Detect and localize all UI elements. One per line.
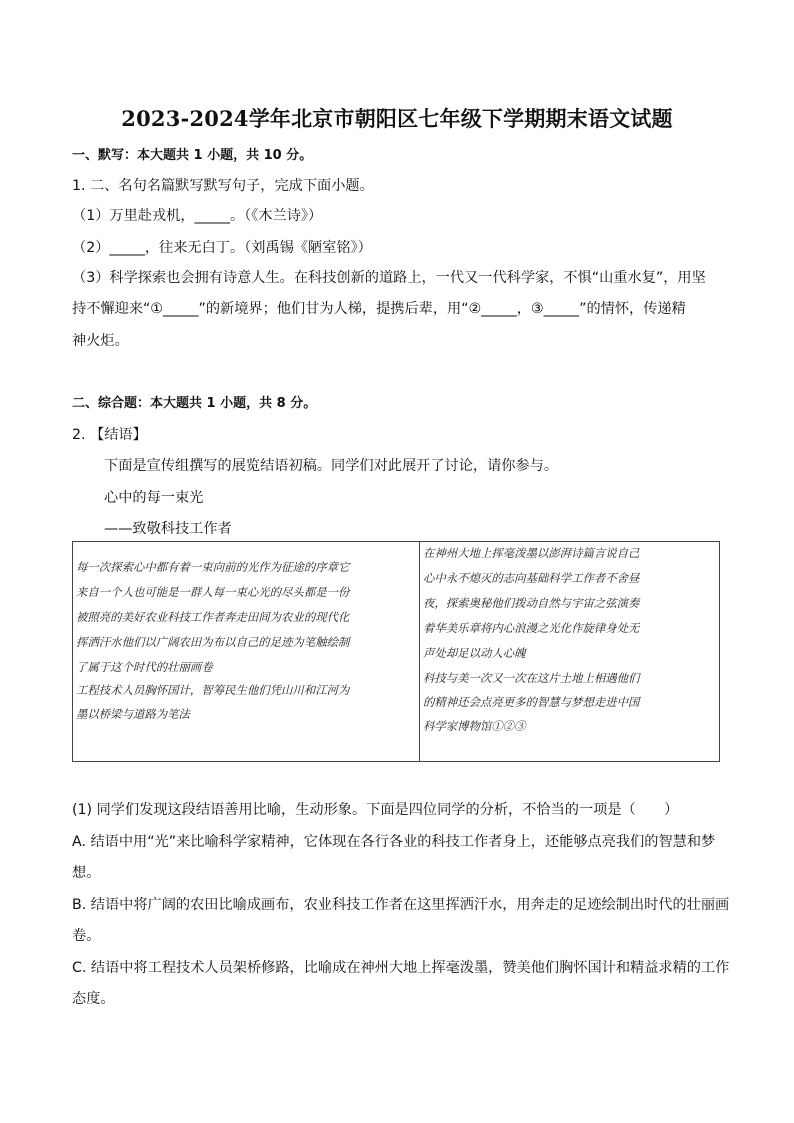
option-b-line-2: 卷。 — [72, 928, 101, 944]
option-c-line-1: C. 结语中将工程技术人员架桥修路，比喻成在神州大地上挥毫泼墨，赞美他们胸怀国计和精益求精的工作 — [72, 960, 730, 976]
draft-right-line: 的精神还会点亮更多的智慧与梦想走进中国 — [423, 695, 640, 709]
page-title: 2023-2024学年北京市朝阳区七年级下学期期末语文试题 — [121, 106, 673, 131]
draft-left-line: 被照亮的美好农业科技工作者奔走田间为农业的现代化 — [76, 610, 350, 624]
option-a-line-1: A. 结语中用“光”来比喻科学家精神，它体现在各行各业的科技工作者身上，还能够点亮我们的智慧和梦 — [72, 834, 716, 850]
handwritten-draft-table — [72, 541, 720, 762]
draft-right-line: 夜，探索奥秘他们拨动自然与宇宙之弦演奏 — [423, 596, 640, 610]
question-1-part-1: （1）万里赴戎机，_____。（《木兰诗》） — [72, 208, 323, 224]
question-2-intro: 下面是宣传组撰写的展览结语初稿。同学们对此展开了讨论，请你参与。 — [104, 458, 559, 474]
draft-left-line: 墨以桥梁与道路为笔法 — [76, 707, 190, 721]
draft-left-line: 了属于这个时代的壮丽画卷 — [76, 660, 213, 674]
option-c-line-2: 态度。 — [72, 991, 115, 1007]
draft-right-line: 在神州大地上挥毫泼墨以澎湃诗篇言说自己 — [423, 546, 640, 560]
draft-left-line: 每一次探索心中都有着一束向前的光作为征途的序章它 — [76, 560, 350, 574]
option-a-line-2: 想。 — [72, 865, 101, 881]
draft-right-line: 着华美乐章将内心浪漫之光化作旋律身处无 — [423, 621, 640, 635]
poem-title: 心中的每一束光 — [104, 490, 204, 506]
question-1-part-2: （2）_____，往来无白丁。（刘禹锡《陋室铭》） — [72, 240, 372, 256]
draft-right-line: 声处却足以动人心魄 — [423, 646, 526, 660]
draft-right-cell — [420, 542, 720, 762]
draft-left-line: 工程技术人员胸怀国计，智筹民生他们凭山川和江河为 — [76, 683, 350, 697]
question-1-part-3-line-2: 持不懈迎来“①_____”的新境界；他们甘为人梯，提携后辈，用“②_____，③_____”的情怀，传递精 — [72, 301, 686, 317]
section1-heading: 一、默写：本大题共 1 小题，共 10 分。 — [72, 148, 313, 163]
draft-right-line: 科技与美一次又一次在这片土地上相遇他们 — [423, 671, 640, 685]
question-1-part-3-line-1: （3）科学探索也会拥有诗意人生。在科技创新的道路上，一代又一代科学家，不惧“山重水复”，用坚 — [72, 270, 706, 286]
question-1-part-3-line-3: 神火炬。 — [72, 333, 129, 349]
draft-left-line: 来自一个人也可能是一群人每一束心光的尽头都是一份 — [76, 585, 350, 599]
question-2-title: 2. 【结语】 — [72, 427, 147, 443]
poem-subtitle: ——致敬科技工作者 — [104, 521, 232, 537]
section2-heading: 二、综合题：本大题共 1 小题，共 8 分。 — [72, 396, 317, 411]
draft-right-line: 科学家博物馆①②③ — [423, 719, 526, 733]
draft-left-cell — [73, 542, 420, 762]
draft-right-line: 心中永不熄灭的志向基础科学工作者不舍昼 — [423, 571, 640, 585]
draft-left-line: 挥洒汗水他们以广阔农田为布以自己的足迹为笔触绘制 — [76, 635, 350, 649]
option-b-line-1: B. 结语中将广阔的农田比喻成画布，农业科技工作者在这里挥洒汗水，用奔走的足迹绘制出时代的壮丽画 — [72, 897, 730, 913]
subquestion-1-title: (1) 同学们发现这段结语善用比喻，生动形象。下面是四位同学的分析，不恰当的一项是（ ） — [72, 802, 679, 818]
question-1-title: 1. 二、名句名篇默写默写句子，完成下面小题。 — [72, 178, 374, 194]
